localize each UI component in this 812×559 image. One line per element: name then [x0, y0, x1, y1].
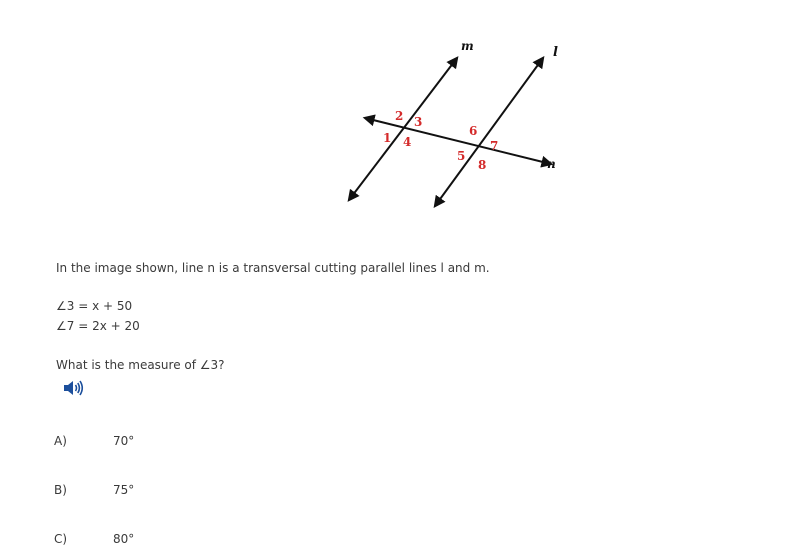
choice-a[interactable]	[54, 432, 254, 452]
choice-c[interactable]	[54, 530, 254, 550]
question-prompt: In the image shown, line n is a transversal cutting parallel lines l and m.	[56, 261, 490, 275]
angle-label-6: 6	[469, 124, 478, 138]
line-m	[349, 58, 457, 200]
angle-label-2: 2	[395, 109, 404, 123]
line-l	[435, 58, 543, 206]
angle-label-7: 7	[490, 139, 499, 153]
choice-value: 75°	[113, 483, 135, 497]
speaker-icon[interactable]	[62, 378, 84, 398]
choice-letter: A)	[54, 434, 67, 448]
angle-label-1: 1	[383, 131, 392, 145]
choice-value: 80°	[113, 532, 135, 546]
angle-label-8: 8	[478, 158, 487, 172]
parallel-lines-diagram	[335, 38, 565, 210]
equation-angle-3: ∠3 = x + 50	[56, 299, 133, 313]
label-n: n	[547, 157, 556, 171]
angle-label-5: 5	[457, 149, 466, 163]
choice-letter: C)	[54, 532, 68, 546]
label-m: m	[461, 39, 474, 53]
choice-value: 70°	[113, 434, 135, 448]
label-l: l	[553, 45, 558, 60]
choice-letter: B)	[54, 483, 67, 497]
choice-b[interactable]	[54, 481, 254, 501]
question-ask: What is the measure of ∠3?	[56, 358, 225, 372]
equation-angle-7: ∠7 = 2x + 20	[56, 319, 140, 333]
angle-label-4: 4	[403, 135, 412, 149]
angle-label-3: 3	[414, 115, 423, 129]
